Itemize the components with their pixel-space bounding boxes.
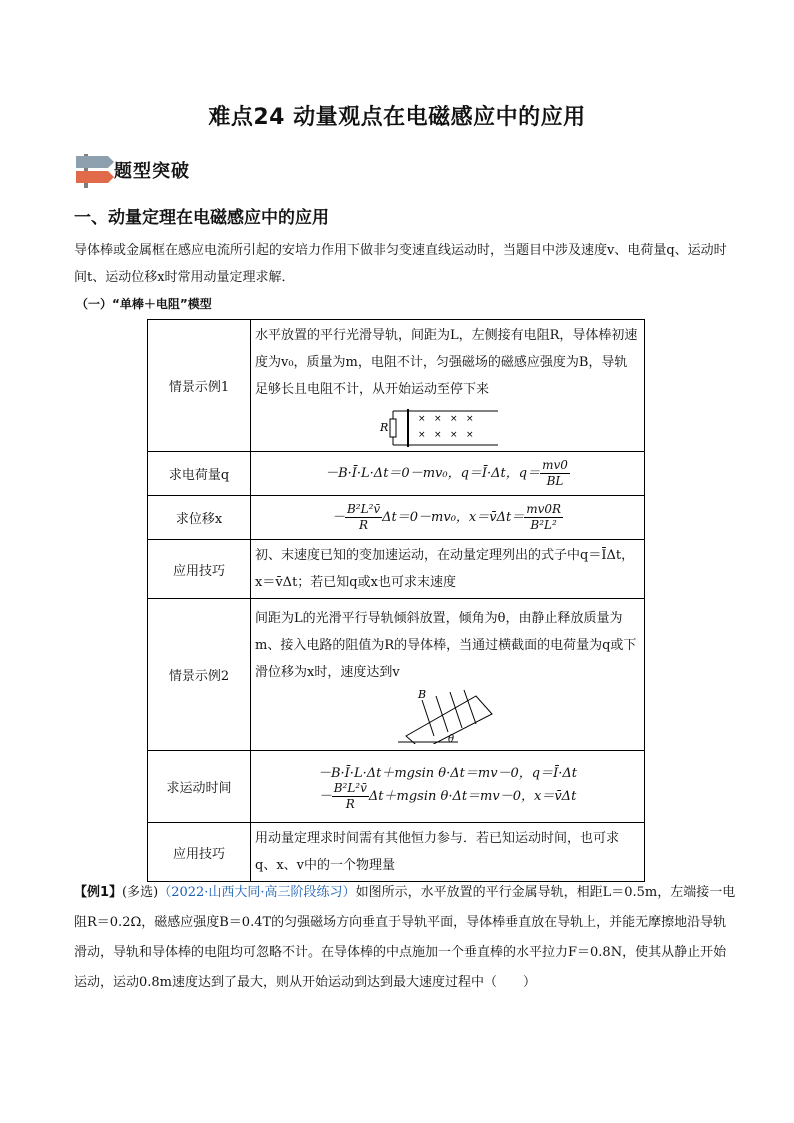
table-row [148,751,645,823]
table-row [148,599,645,751]
banner-title: 题型突破 [114,161,190,182]
svg-text:×: × [417,414,426,424]
svg-text:×: × [417,430,426,440]
table-row [148,540,645,599]
row-content: 初、末速度已知的变加速运动，在动量定理列出的式子中q＝ĪΔt，x＝v̄Δt；若已知q或x也可求末速度 [251,540,645,599]
row-label: 情景示例1 [148,320,251,452]
svg-text:×: × [465,414,474,424]
svg-text:×: × [433,430,442,440]
time-formula: －B·Ī·L·Δt＋mgsin θ·Δt＝mv－0，q＝Ī·Δt － $\frac{\text{B²L²v̄}}{R}$ Δt＋mgsin θ·Δt＝mv－0，x＝v̄Δt [251,751,645,823]
row-content: 间距为L的光滑平行导轨倾斜放置，倾角为θ，由静止释放质量为m、接入电路的阻值为R的导体棒，当通过横截面的电荷量为q或下滑位移为x时，速度达到v B θ [251,599,645,751]
table-row [148,496,645,540]
example-text: 如图所示，水平放置的平行金属导轨，相距L＝0.5m，左端接一电阻R＝0.2Ω，磁感应强度B＝0.4T的匀强磁场方向垂直于导轨平面，导体棒垂直放在导轨上，并能无摩擦地沿导轨滑动，导轨和导体棒的电阻均可忽略不计。在导体棒的中点施加一个垂直棒的水平拉力F＝0.8N，使其从静止开始运动，运动0.8m速度达到了最大，则从开始运动到达到最大速度过程中（ ） [74,885,736,990]
row-content: 用动量定理求时间需有其他恒力参与．若已知运动时间，也可求q、x、v中的一个物理量 [251,823,645,882]
svg-text:×: × [465,430,474,440]
row-label: 求电荷量q [148,452,251,496]
model-table [147,319,645,882]
row-label: 应用技巧 [148,823,251,882]
svg-text:B: B [417,688,426,701]
svg-text:×: × [433,414,442,424]
table-row [148,452,645,496]
model-subheading: （一）“单棒＋电阻”模型 [76,297,212,311]
inclined-rail-diagram [388,686,508,744]
example-type: (多选) [122,885,159,900]
svg-text:×: × [449,414,458,424]
horizontal-rail-diagram [378,405,518,449]
row-label: 求位移x [148,496,251,540]
page-title: 难点24 动量观点在电磁感应中的应用 [208,105,586,130]
example-problem [74,878,738,998]
row-label: 情景示例2 [148,599,251,751]
intro-paragraph: 导体棒或金属框在感应电流所引起的安培力作用下做非匀变速直线运动时，当题目中涉及速度v、电荷量q、运动时间t、运动位移x时常用动量定理求解． [74,243,727,285]
example-source: （2022·山西大同·高三阶段练习） [158,885,356,900]
svg-text:×: × [449,430,458,440]
row-content: 水平放置的平行光滑导轨，间距为L，左侧接有电阻R，导体棒初速度为v₀，质量为m，电阻不计，匀强磁场的磁感应强度为B，导轨足够长且电阻不计，从开始运动至停下来 R × × × × × × × × [251,320,645,452]
table-row [148,320,645,452]
row-label: 求运动时间 [148,751,251,823]
table-row [148,823,645,882]
svg-text:R: R [379,421,388,434]
displacement-formula: － $\frac{\text{B²L²v̄}}{R}$ Δt＝0－mv₀，x＝v̄Δt＝ $\frac{mv0R}{\text{B²L²}}$ [251,496,645,540]
example-tag: 【例1】 [74,885,123,900]
charge-formula: －B·Ī·L·Δt＝0－mv₀，q＝Ī·Δt，q＝ $\frac{mv0}{BL}$ [251,452,645,496]
row-label: 应用技巧 [148,540,251,599]
svg-text:θ: θ [447,734,454,744]
section-heading: 一、动量定理在电磁感应中的应用 [74,208,329,228]
